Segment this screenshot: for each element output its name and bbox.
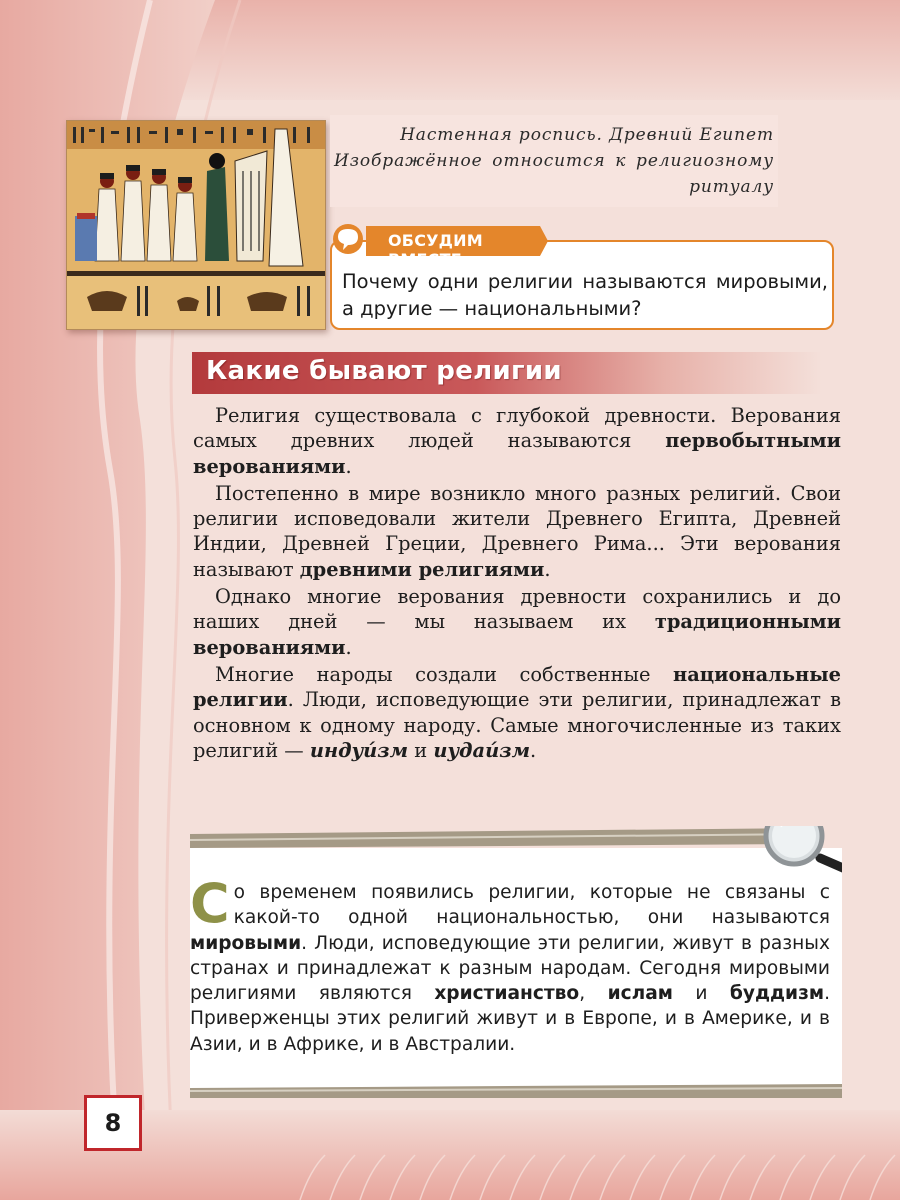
term-bold: мировыми xyxy=(190,932,302,954)
discuss-tab-label: ОБСУДИМ ВМЕСТЕ xyxy=(388,231,483,269)
caption-line-2: Изображённое относится к религиозному ритуалу xyxy=(334,151,774,197)
text-run: . xyxy=(530,738,537,762)
discuss-tab xyxy=(326,224,548,269)
text-run: и xyxy=(408,738,434,762)
term-bold: ислам xyxy=(607,983,673,1005)
info-panel xyxy=(190,826,842,1098)
text-run: Многие народы создали собственные xyxy=(215,662,674,686)
section-title: Какие бывают религии xyxy=(206,356,562,386)
image-caption xyxy=(330,115,778,207)
discuss-question: Почему одни религии называются мировыми, а другие — национальными? xyxy=(342,270,828,320)
egyptian-fresco-image xyxy=(66,120,326,330)
drop-cap: С xyxy=(190,872,230,935)
text-run: , xyxy=(579,983,608,1005)
text-run: . Люди, исповедующие эти религии, живут в разных странах и принадлежат к разным народам. Сегодня мировыми религиями являются xyxy=(190,932,830,1005)
text-run: . xyxy=(544,557,551,581)
caption-line-1: Настенная роспись. Древний Египет xyxy=(400,125,774,145)
paragraph-4 xyxy=(193,662,841,763)
text-run: . Приверженцы этих религий живут и в Европе, и в Америке, и в Азии, и в Африке, и в Австралии. xyxy=(190,983,831,1055)
term-bold: христианство xyxy=(434,983,580,1005)
term-bold-italic: иудаи́зм xyxy=(433,738,531,762)
paragraph-2 xyxy=(193,481,841,582)
text-run: и xyxy=(672,983,730,1005)
term-bold: традиционными верованиями xyxy=(193,610,841,659)
paragraph-3 xyxy=(193,584,841,660)
term-bold-italic: индуи́зм xyxy=(309,738,409,762)
section-title-bar xyxy=(192,352,822,394)
text-run: Религия существовала с глубокой древности. Верования самых древних людей называются xyxy=(193,404,841,453)
speech-bubble-icon xyxy=(333,224,363,254)
term-bold: буддизм xyxy=(729,983,825,1005)
text-run: Однако многие верования древности сохранились и до наших дней — мы называем их xyxy=(193,585,841,634)
term-bold: древними религиями xyxy=(299,557,545,581)
page-number: 8 xyxy=(84,1095,142,1151)
text-run: . Люди, исповедующие эти религии, принадлежат в основном к одному народу. Самые многочисленные из таких религий — xyxy=(193,688,841,762)
term-bold: первобытными верованиями xyxy=(193,429,841,478)
info-panel-text xyxy=(190,872,831,1057)
paragraph-1 xyxy=(193,403,841,479)
text-run: о временем появились религии, которые не связаны с какой-то одной национальностью, они называются xyxy=(233,882,830,929)
text-run: Постепенно в мире возникло много разных религий. Свои религии исповедовали жители Древнего Египта, Древней Индии, Древней Греции, Древнего Рима... Эти верования называют xyxy=(193,481,841,581)
term-bold: национальные религии xyxy=(193,662,841,712)
body-text xyxy=(193,403,841,763)
text-run: . xyxy=(345,454,352,478)
text-run: . xyxy=(345,635,352,659)
